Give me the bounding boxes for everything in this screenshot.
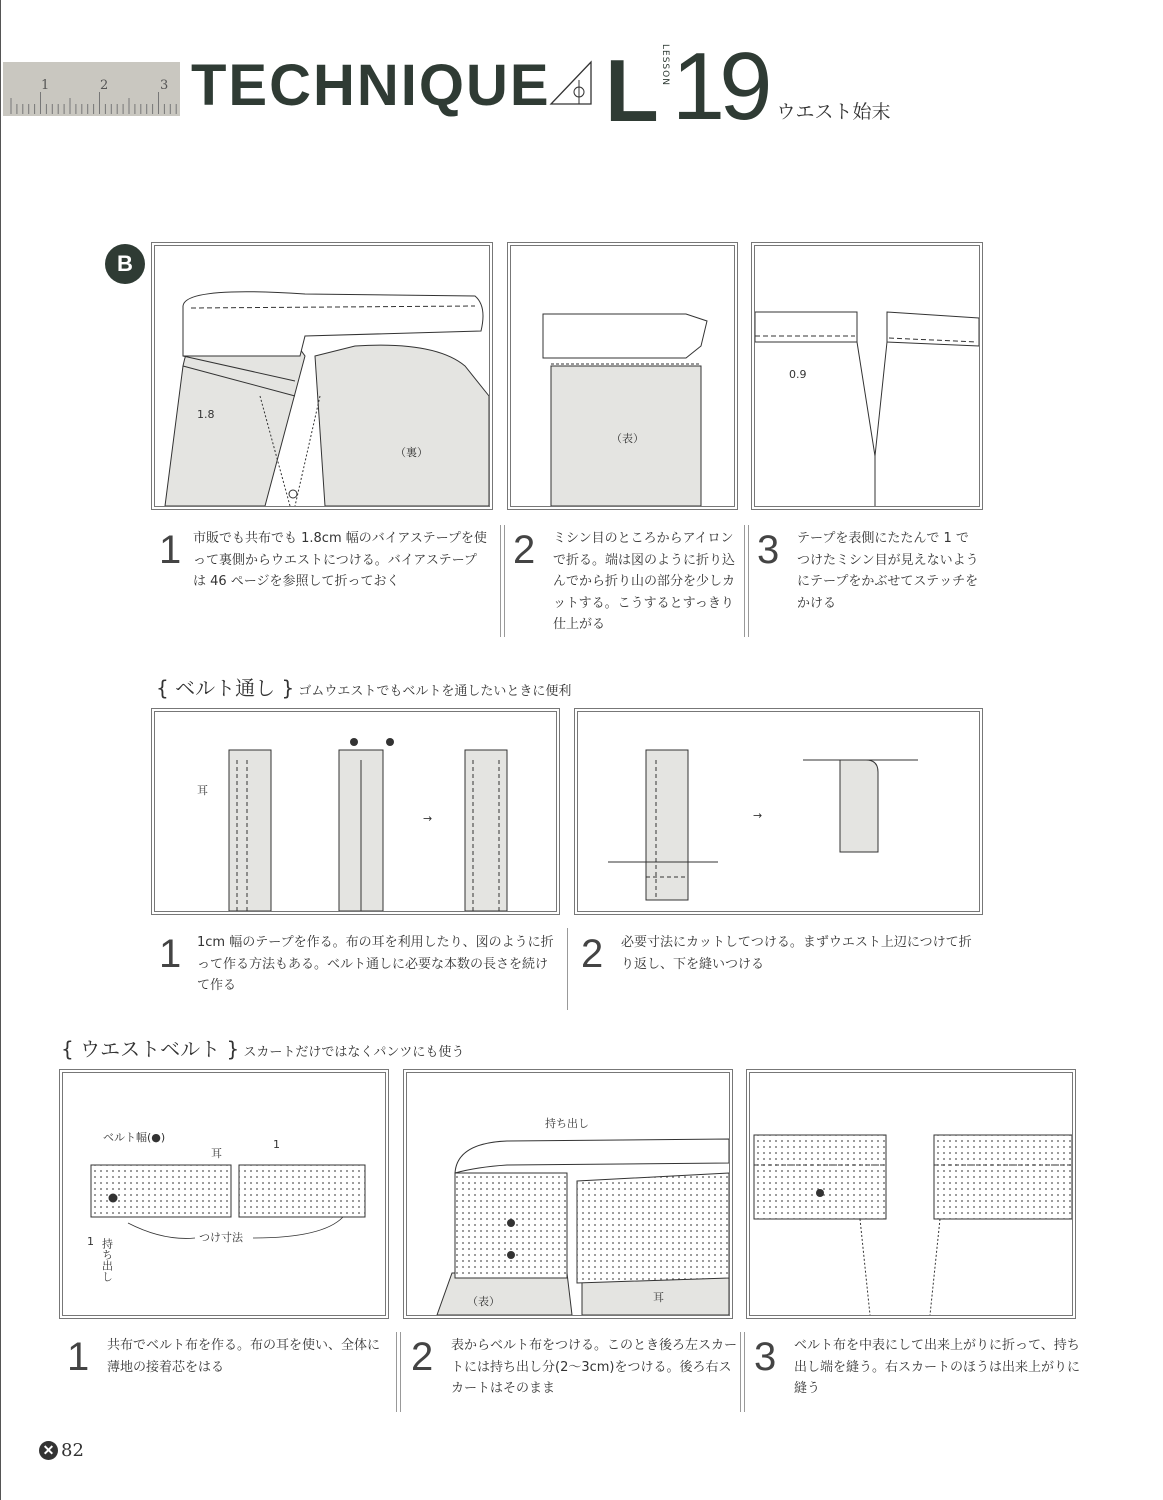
arrow-icon: →	[753, 809, 763, 822]
step-text: 市販でも共布でも 1.8cm 幅のバイアステープを使って裏側からウエストにつける。バイアステープは 46 ページを参照して折っておく	[193, 531, 487, 589]
divider	[567, 928, 568, 1010]
overlap-label: 持ち出し	[100, 1238, 114, 1282]
step-number: 1	[67, 1335, 90, 1379]
ruler-graphic	[3, 62, 180, 116]
lesson-heading	[605, 30, 891, 141]
lesson-label: LESSON	[659, 44, 670, 86]
figure-belt3	[749, 1072, 1073, 1316]
page-number-text: 82	[61, 1440, 84, 1461]
triangle-logo-icon	[549, 60, 593, 110]
step-text: 共布でベルト布を作る。布の耳を使い、全体に薄地の接着芯をはる	[107, 1338, 381, 1375]
arrow-icon: →	[423, 812, 433, 825]
page-number	[39, 1440, 84, 1461]
section-heading-belt-loop: { ベルト通し } ゴムウエストでもベルトを通したいときに便利	[156, 676, 572, 700]
step-text: ベルト布を中表にして出来上がりに折って、持ち出し端を縫う。右スカートのほうは出来上がりに縫う	[794, 1338, 1081, 1396]
page-subtitle: ウエスト始末	[776, 101, 891, 123]
section-title: ベルト通し	[175, 676, 276, 700]
section-heading-waist-belt: { ウエストベルト } スカートだけではなくパンツにも使う	[61, 1037, 465, 1061]
dimension-label: 0.9	[789, 368, 807, 381]
divider	[500, 525, 505, 637]
step-text: 表からベルト布をつける。このとき後ろ左スカートには持ち出し分(2～3cm)をつける。後ろ右スカートはそのまま	[451, 1338, 738, 1396]
attach-length-label: つけ寸法	[199, 1231, 243, 1244]
figure-belt2	[406, 1072, 730, 1316]
step-number: 1	[159, 528, 182, 572]
page-title: TECHNIQUE	[191, 53, 551, 118]
figure-loop1	[154, 711, 557, 912]
side-label: （裏）	[395, 446, 428, 459]
section-title: ウエストベルト	[80, 1037, 221, 1061]
divider	[396, 1332, 401, 1412]
figure-loop2	[577, 711, 980, 912]
belt-width-label: ベルト幅(●)	[103, 1131, 166, 1144]
step-text: テープを表側にたたんで 1 でつけたミシン目が見えないようにテープをかぶせてステッチをかける	[797, 531, 979, 611]
selvage-label: 耳	[211, 1147, 222, 1160]
figure-b2	[510, 245, 735, 507]
step-text: 1cm 幅のテープを作る。布の耳を利用したり、図のように折って作る方法もある。ベルト通しに必要な本数の長さを続けて作る	[197, 935, 554, 993]
side-label: （表）	[467, 1295, 500, 1308]
section-description: スカートだけではなくパンツにも使う	[243, 1045, 465, 1060]
selvage-label: 耳	[653, 1291, 664, 1304]
side-label: （表）	[611, 432, 644, 445]
section-badge: B	[105, 244, 145, 284]
step-number: 1	[159, 932, 182, 976]
x-circle-icon: ✕	[39, 1441, 58, 1460]
step-number: 2	[411, 1335, 434, 1379]
ruler-number: 2	[100, 78, 109, 93]
step-number: 2	[581, 932, 604, 976]
figure-b1	[154, 245, 490, 507]
figure-belt1	[62, 1072, 386, 1316]
step-number: 2	[513, 528, 536, 572]
dimension-label: 1	[87, 1235, 94, 1248]
step-number: 3	[754, 1335, 777, 1379]
step-text: 必要寸法にカットしてつける。まずウエスト上辺につけて折り返し、下を縫いつける	[621, 935, 972, 972]
figure-b3	[754, 245, 980, 507]
lesson-letter: L	[605, 40, 659, 140]
selvage-label: 耳	[197, 784, 208, 797]
step-number: 3	[757, 528, 780, 572]
ruler-number: 3	[160, 78, 169, 93]
ruler-number: 1	[41, 78, 50, 93]
dimension-label: 1	[273, 1138, 280, 1151]
overlap-label: 持ち出し	[545, 1117, 589, 1130]
lesson-number: 19	[671, 33, 767, 141]
section-description: ゴムウエストでもベルトを通したいときに便利	[298, 684, 572, 699]
step-text: ミシン目のところからアイロンで折る。端は図のように折り込んでから折り山の部分を少しカットする。こうするとすっきり仕上がる	[553, 531, 736, 632]
dimension-label: 1.8	[197, 408, 215, 421]
divider	[740, 1332, 745, 1412]
divider	[744, 525, 749, 637]
